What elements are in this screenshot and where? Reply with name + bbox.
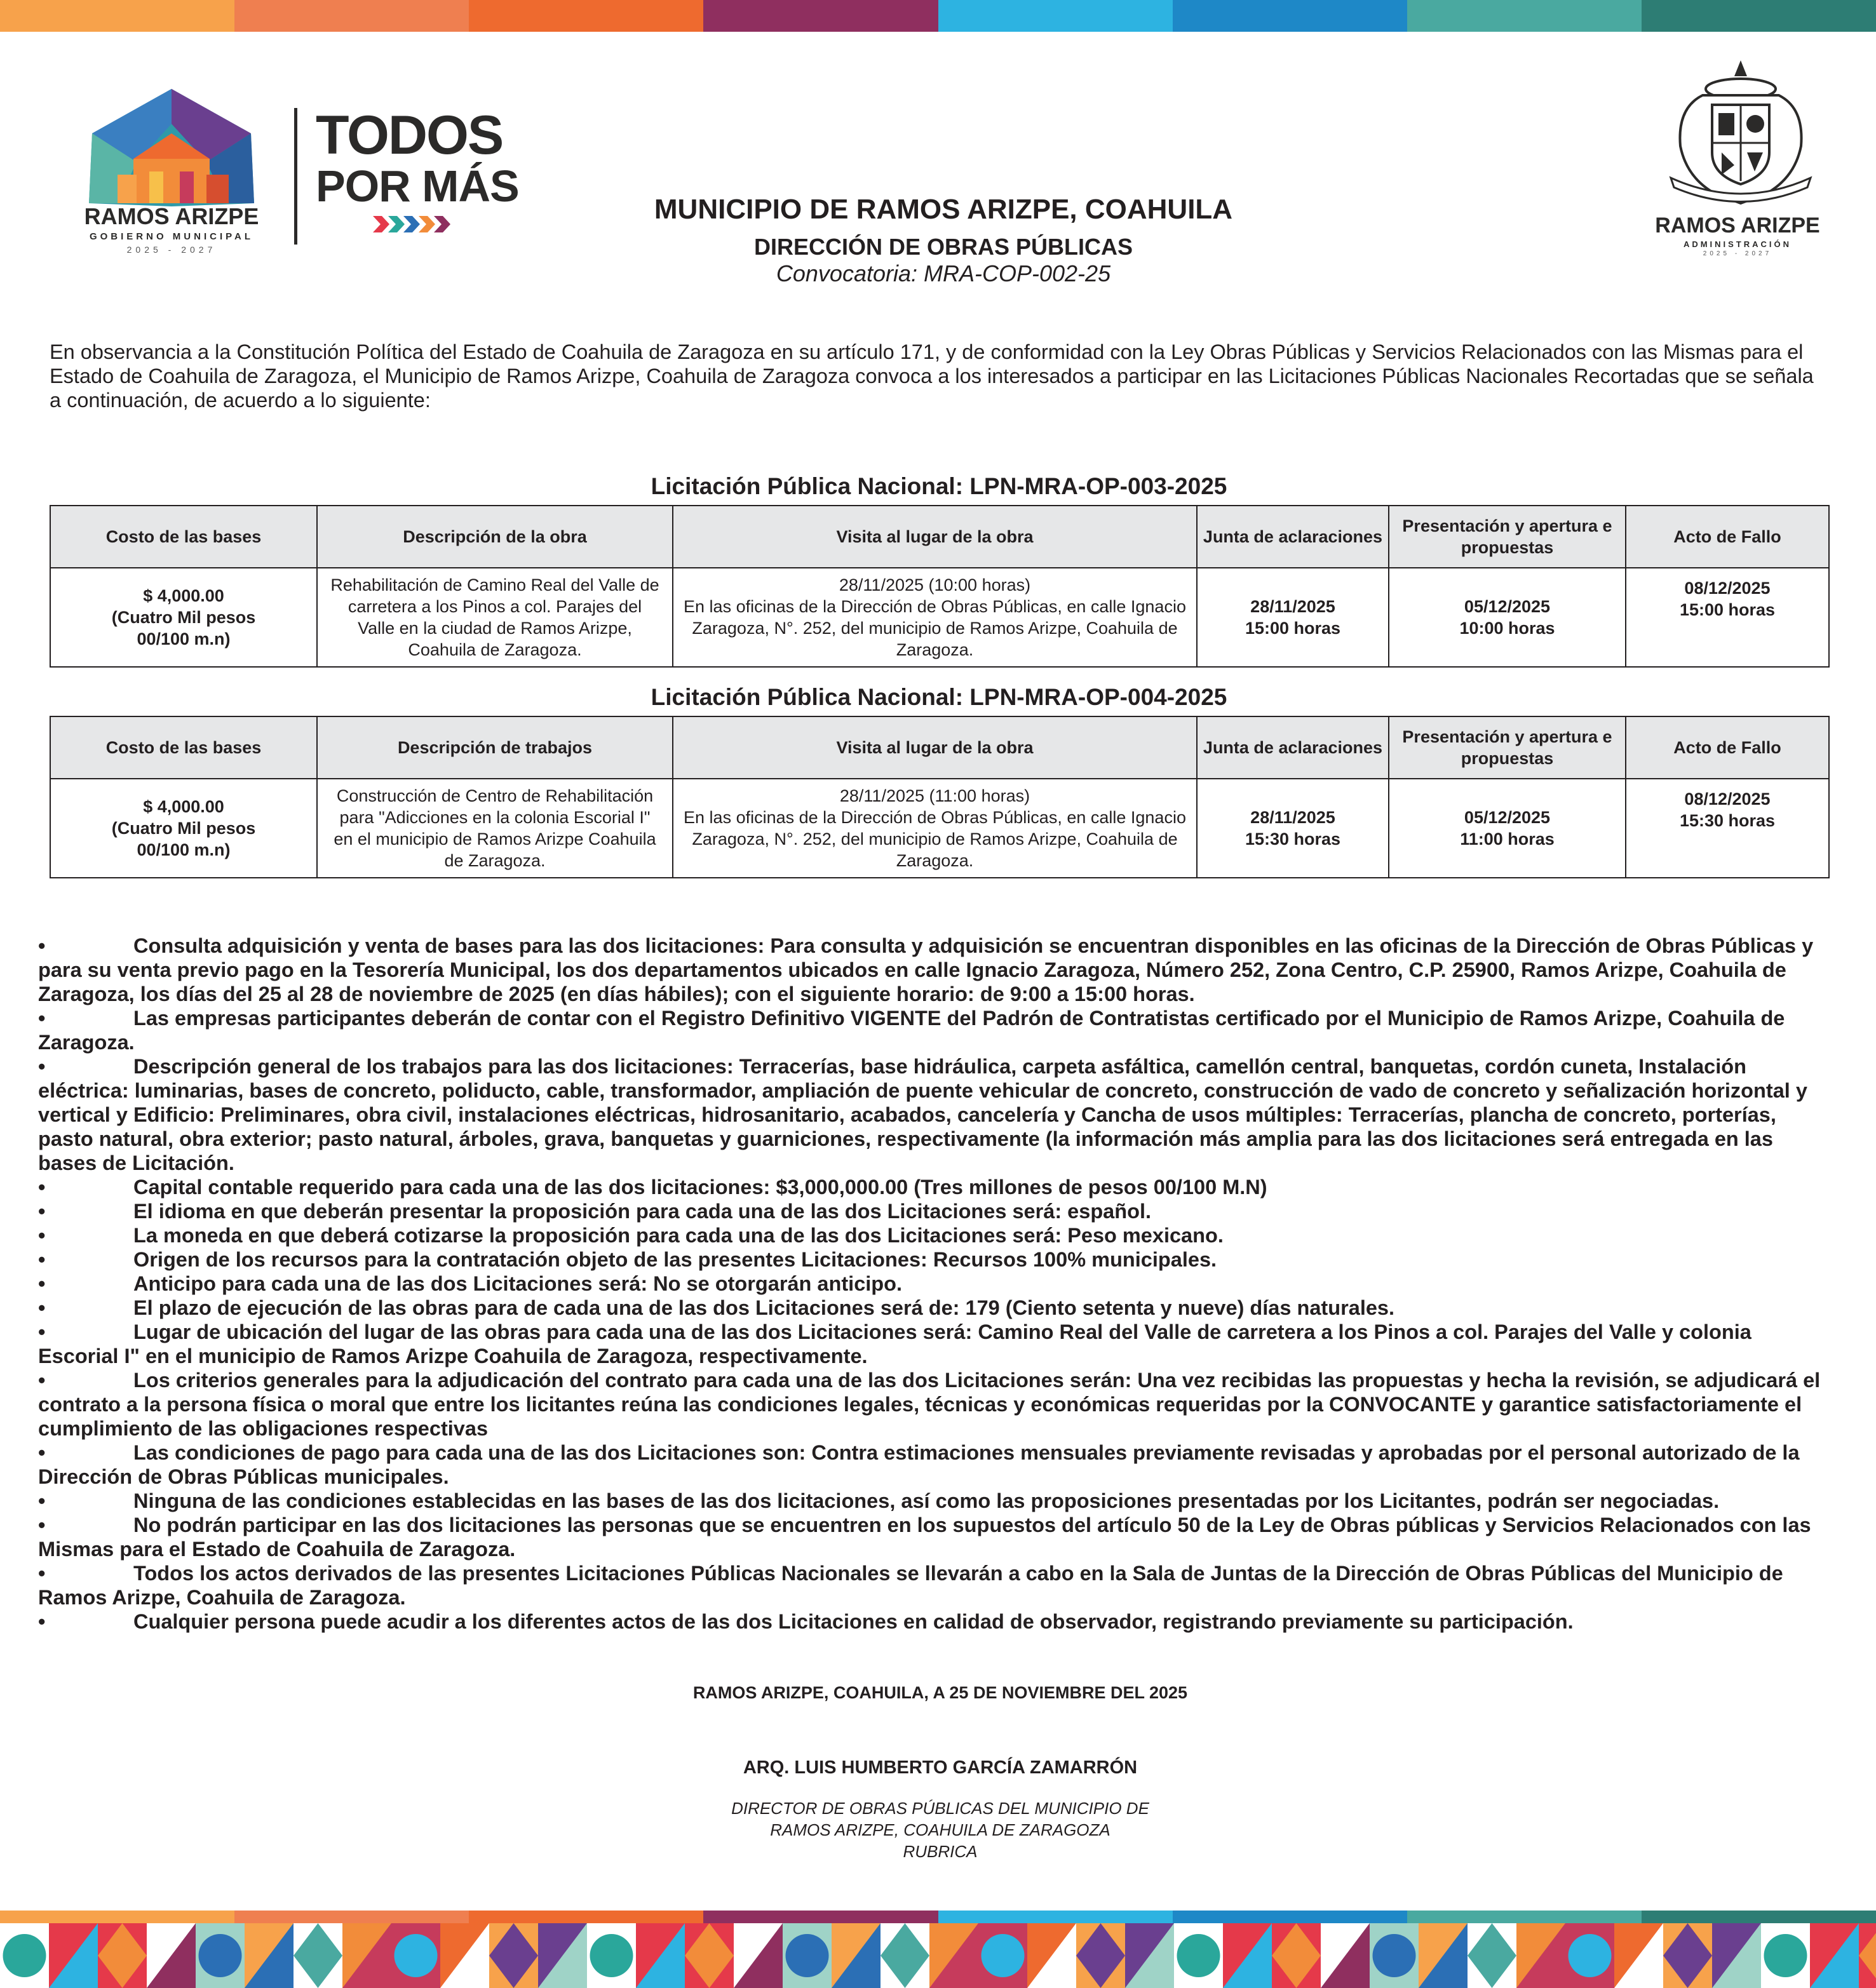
fallo-time: 15:00 horas [1679, 600, 1776, 619]
visit-place: En las oficinas de la Dirección de Obras Públicas, en calle Ignacio Zaragoza, N°. 252, del municipio de Ramos Arizpe, Coahuila de Zaragoza. [684, 597, 1186, 659]
list-item [38, 1006, 1836, 1054]
list-item [38, 1368, 1836, 1441]
color-segment [469, 0, 703, 32]
pattern-shape [1373, 1934, 1416, 1977]
header-junta: Junta de aclaraciones [1197, 506, 1389, 568]
table2-title: Licitación Pública Nacional: LPN-MRA-OP-004-2025 [651, 684, 1227, 710]
presentacion-time: 11:00 horas [1460, 829, 1555, 849]
color-segment [1173, 1911, 1407, 1923]
visit-place: En las oficinas de la Dirección de Obras Públicas, en calle Ignacio Zaragoza, N°. 252, del municipio de Ramos Arizpe, Coahuila de Zaragoza. [684, 808, 1186, 870]
table1-title: Licitación Pública Nacional: LPN-MRA-OP-003-2025 [651, 473, 1227, 499]
municipality-title: MUNICIPIO DE RAMOS ARIZPE, COAHUILA [654, 194, 1233, 225]
list-item-text: Capital contable requerido para cada una de las dos licitaciones: $3,000,000.00 (Tres millones de pesos 00/100 M.N) [133, 1176, 1267, 1199]
position-line1: DIRECTOR DE OBRAS PÚBLICAS DEL MUNICIPIO DE [731, 1799, 1149, 1818]
list-item [38, 1175, 1836, 1199]
table-header-row [50, 506, 1829, 568]
color-segment [0, 0, 234, 32]
logo-left-name: RAMOS ARIZPE [84, 203, 259, 229]
visit-date: 28/11/2025 (11:00 horas) [839, 786, 1030, 805]
header-presentacion: Presentación y apertura e propuestas [1389, 506, 1626, 568]
cell-visit [673, 568, 1197, 667]
cost-words: (Cuatro Mil pesos 00/100 m.n) [111, 819, 256, 859]
bullet-dot: • [38, 1296, 46, 1319]
table-row [50, 568, 1829, 667]
bullet-dot: • [38, 934, 46, 957]
list-item [38, 1296, 1836, 1320]
municipal-logo-text [73, 203, 270, 255]
bullet-dot: • [38, 1514, 46, 1536]
list-item-text: Anticipo para cada una de las dos Licitaciones será: No se otorgarán anticipo. [133, 1272, 903, 1295]
pattern-shape [786, 1934, 829, 1977]
bidding-table-1 [50, 505, 1830, 668]
color-segment [0, 1911, 234, 1923]
slogan-line2: POR MÁS [316, 161, 519, 211]
header-fallo: Acto de Fallo [1626, 506, 1829, 568]
logo-left-years: 2025 - 2027 [126, 245, 217, 255]
presentacion-time: 10:00 horas [1459, 619, 1555, 638]
place-date: RAMOS ARIZPE, COAHUILA, A 25 DE NOVIEMBRE DEL 2025 [692, 1683, 1188, 1702]
visit-date: 28/11/2025 (10:00 horas) [839, 575, 1031, 594]
logo-right-subtitle: ADMINISTRACIÓN [1683, 239, 1792, 249]
color-segment [1407, 1911, 1642, 1923]
signature-note: RUBRICA [903, 1842, 978, 1861]
pattern-shape [1764, 1934, 1807, 1977]
cell-description: Rehabilitación de Camino Real del Valle de carretera a los Pinos a col. Parajes del Valle en la ciudad de Ramos Arizpe, Coahuila de Zaragoza. [317, 568, 673, 667]
cost-words: (Cuatro Mil pesos 00/100 m.n) [111, 608, 256, 648]
list-item [38, 934, 1836, 1006]
bullet-dot: • [38, 1562, 46, 1585]
fallo-date: 08/12/2025 [1684, 789, 1771, 809]
junta-date: 28/11/2025 [1250, 597, 1335, 616]
table-header-row [50, 716, 1829, 779]
slogan-logo [316, 105, 519, 241]
pattern-shape [1569, 1934, 1612, 1977]
pattern-shape [982, 1934, 1025, 1977]
bullet-dot: • [38, 1007, 46, 1030]
bidding-table-2 [50, 716, 1830, 878]
list-item-text: Los criterios generales para la adjudicación del contrato para cada una de las dos Licitaciones serán: Una vez recibidas las propuestas y hecha la revisión, se adjudicará el contrato a la persona física o moral que entre los licitantes reúna las condiciones legales, técnicas y económicas requeridas por la CONVOCANTE y garantice satisfactoriamente el cumplimiento de las obligaciones respectivas [38, 1369, 1821, 1440]
cell-presentacion [1389, 568, 1626, 667]
color-segment [703, 1911, 938, 1923]
cell-presentacion [1389, 779, 1626, 878]
bullet-dot: • [38, 1055, 46, 1078]
pattern-shape [395, 1934, 438, 1977]
bullet-dot: • [38, 1224, 46, 1247]
list-item [38, 1609, 1836, 1634]
color-segment [938, 0, 1173, 32]
coat-of-arms-text [1626, 213, 1849, 257]
logo-divider [294, 108, 297, 245]
list-item-text: La moneda en que deberá cotizarse la proposición para cada una de las dos Licitaciones será: Peso mexicano. [133, 1224, 1224, 1247]
pattern-shape [590, 1934, 633, 1977]
presentacion-date: 05/12/2025 [1464, 597, 1551, 616]
chevrons-icon [373, 215, 456, 234]
list-item [38, 1441, 1836, 1489]
bullet-dot: • [38, 1248, 46, 1271]
list-item [38, 1513, 1836, 1561]
cell-junta [1197, 779, 1389, 878]
decorative-pattern-icon [0, 1923, 1876, 1988]
header-description: Descripción de trabajos [317, 716, 673, 779]
list-item-text: Lugar de ubicación del lugar de las obras para cada una de las dos Licitaciones será: Camino Real del Valle de carretera a los Pinos a col. Parajes del Valle y colonia Escorial I" en el municipio de Ramos Arizpe Coahuila de Zaragoza, respectivamente. [38, 1320, 1751, 1367]
list-item [38, 1054, 1836, 1175]
list-item-text: Todos los actos derivados de las presentes Licitaciones Públicas Nacionales se llevarán a cabo en la Sala de Juntas de la Dirección de Obras Públicas del Municipio de Ramos Arizpe, Coahuila de Zaragoza. [38, 1562, 1783, 1609]
top-color-bar [0, 0, 1876, 32]
cell-description: Construcción de Centro de Rehabilitación para "Adicciones en la colonia Escorial I" en el municipio de Ramos Arizpe Coahuila de Zaragoza. [317, 779, 673, 878]
bullet-dot: • [38, 1489, 46, 1512]
list-item [38, 1561, 1836, 1609]
signatory-position [381, 1797, 1499, 1862]
color-segment [1642, 1911, 1876, 1923]
list-item-text: Las empresas participantes deberán de contar con el Registro Definitivo VIGENTE del Padrón de Contratistas certificado por el Municipio de Ramos Arizpe, Coahuila de Zaragoza. [38, 1007, 1785, 1054]
cell-cost [50, 779, 317, 878]
header-description: Descripción de la obra [317, 506, 673, 568]
list-item [38, 1199, 1836, 1223]
list-item-text: Las condiciones de pago para cada una de las dos Licitaciones son: Contra estimaciones mensuales previamente revisadas y aprobadas por el personal autorizado de la Dirección de Obras Públicas municipales. [38, 1441, 1800, 1488]
bullet-dot: • [38, 1441, 46, 1464]
list-item-text: Ninguna de las condiciones establecidas en las bases de las dos licitaciones, así como las proposiciones presentadas por los Licitantes, podrán ser negociadas. [133, 1489, 1720, 1512]
color-segment [1407, 0, 1642, 32]
logo-right-name: RAMOS ARIZPE [1655, 213, 1820, 238]
header-cost: Costo de las bases [50, 716, 317, 779]
cell-cost [50, 568, 317, 667]
color-segment [1173, 0, 1407, 32]
list-item-text: El plazo de ejecución de las obras para de cada una de las dos Licitaciones será de: 179 (Ciento setenta y nueve) días naturales. [133, 1296, 1395, 1319]
slogan-line1: TODOS [316, 105, 503, 166]
junta-date: 28/11/2025 [1250, 808, 1335, 827]
header-fallo: Acto de Fallo [1626, 716, 1829, 779]
bullet-dot: • [38, 1610, 46, 1633]
list-item-text: No podrán participar en las dos licitaciones las personas que se encuentren en los supuestos del artículo 50 de la Ley de Obras públicas y Servicios Relacionados con las Mismas para el Estado de Coahuila de Zaragoza. [38, 1514, 1811, 1561]
fallo-time: 15:30 horas [1679, 811, 1776, 830]
bullet-dot: • [38, 1272, 46, 1295]
junta-time: 15:00 horas [1245, 619, 1341, 638]
conditions-list [38, 934, 1836, 1634]
cell-fallo [1626, 779, 1829, 878]
bullet-dot: • [38, 1200, 46, 1223]
fallo-date: 08/12/2025 [1684, 579, 1771, 598]
signatory-name: ARQ. LUIS HUMBERTO GARCÍA ZAMARRÓN [743, 1757, 1138, 1778]
list-item-text: Consulta adquisición y venta de bases para las dos licitaciones: Para consulta y adquisición se encuentran disponibles en las oficinas de la Dirección de Obras Públicas y para su venta previo pago en la Tesorería Municipal, los dos departamentos ubicados en calle Ignacio Zaragoza, Número 252, Zona Centro, C.P. 25900, Ramos Arizpe, Coahuila de Zaragoza, los días del 25 al 28 de noviembre de 2025 (en días hábiles); con el siguiente horario: de 9:00 a 15:00 horas. [38, 934, 1814, 1005]
cell-fallo [1626, 568, 1829, 667]
logo-left-subtitle: GOBIERNO MUNICIPAL [89, 231, 254, 242]
header-cost: Costo de las bases [50, 506, 317, 568]
list-item [38, 1247, 1836, 1272]
header-visit: Visita al lugar de la obra [673, 716, 1197, 779]
bullet-dot: • [38, 1320, 46, 1343]
coat-of-arms-icon [1658, 57, 1823, 210]
table-row [50, 779, 1829, 878]
bottom-color-bar [0, 1911, 1876, 1923]
color-segment [234, 0, 469, 32]
list-item [38, 1223, 1836, 1247]
department-title: DIRECCIÓN DE OBRAS PÚBLICAS [753, 234, 1133, 260]
position-line2: RAMOS ARIZPE, COAHUILA DE ZARAGOZA [770, 1820, 1110, 1839]
color-segment [1642, 0, 1876, 32]
cell-visit [673, 779, 1197, 878]
bullet-dot: • [38, 1369, 46, 1392]
call-number: Convocatoria: MRA-COP-002-25 [776, 260, 1111, 286]
logo-right-years: 2025 - 2027 [1703, 250, 1772, 257]
presentacion-date: 05/12/2025 [1464, 808, 1551, 827]
pattern-shape [3, 1934, 46, 1977]
cost-amount: $ 4,000.00 [143, 586, 224, 605]
list-item [38, 1489, 1836, 1513]
color-segment [703, 0, 938, 32]
list-item-text: Descripción general de los trabajos para las dos licitaciones: Terracerías, base hidráulica, carpeta asfáltica, camellón central, banquetas, cordón cuneta, Instalación eléctrica: luminarias, bases de concreto, poliducto, cable, transformador, ampliación de puente vehicular de concreto, construcción de vado de concreto y señalización horizontal y vertical y Edificio: Preliminares, obra civil, instalaciones eléctricas, hidrosanitario, acabados, cancelería y Cancha de usos múltiples: Terracerías, plancha de concreto, porterías, pasto natural, obra exterior; pasto natural, árboles, grava, banquetas y guarniciones, respectivamente (la información más amplia para las dos licitaciones será entregada en las bases de Licitación. [38, 1055, 1807, 1174]
bullet-dot: • [38, 1176, 46, 1199]
cell-junta [1197, 568, 1389, 667]
list-item-text: El idioma en que deberán presentar la proposición para cada una de las dos Licitaciones será: español. [133, 1200, 1152, 1223]
header-visit: Visita al lugar de la obra [673, 506, 1197, 568]
intro-paragraph: En observancia a la Constitución Política del Estado de Coahuila de Zaragoza en su artículo 171, y de conformidad con la Ley Obras Públicas y Servicios Relacionados con las Mismas para el Estado de Coahuila de Zaragoza, el Municipio de Ramos Arizpe, Coahuila de Zaragoza convoca a los interesados a participar en las Licitaciones Públicas Nacionales Recortadas que se señala a continuación, de acuerdo a lo siguiente: [50, 340, 1814, 412]
color-segment [469, 1911, 703, 1923]
list-item [38, 1272, 1836, 1296]
junta-time: 15:30 horas [1245, 829, 1341, 849]
list-item-text: Origen de los recursos para la contratación objeto de las presentes Licitaciones: Recursos 100% municipales. [133, 1248, 1217, 1271]
pattern-shape [1177, 1934, 1220, 1977]
color-segment [938, 1911, 1173, 1923]
color-segment [234, 1911, 469, 1923]
header-presentacion: Presentación y apertura e propuestas [1389, 716, 1626, 779]
list-item-text: Cualquier persona puede acudir a los diferentes actos de las dos Licitaciones en calidad de observador, registrando previamente su participación. [133, 1610, 1574, 1633]
header-junta: Junta de aclaraciones [1197, 716, 1389, 779]
list-item [38, 1320, 1836, 1368]
pattern-shape [199, 1934, 242, 1977]
cost-amount: $ 4,000.00 [143, 797, 224, 816]
